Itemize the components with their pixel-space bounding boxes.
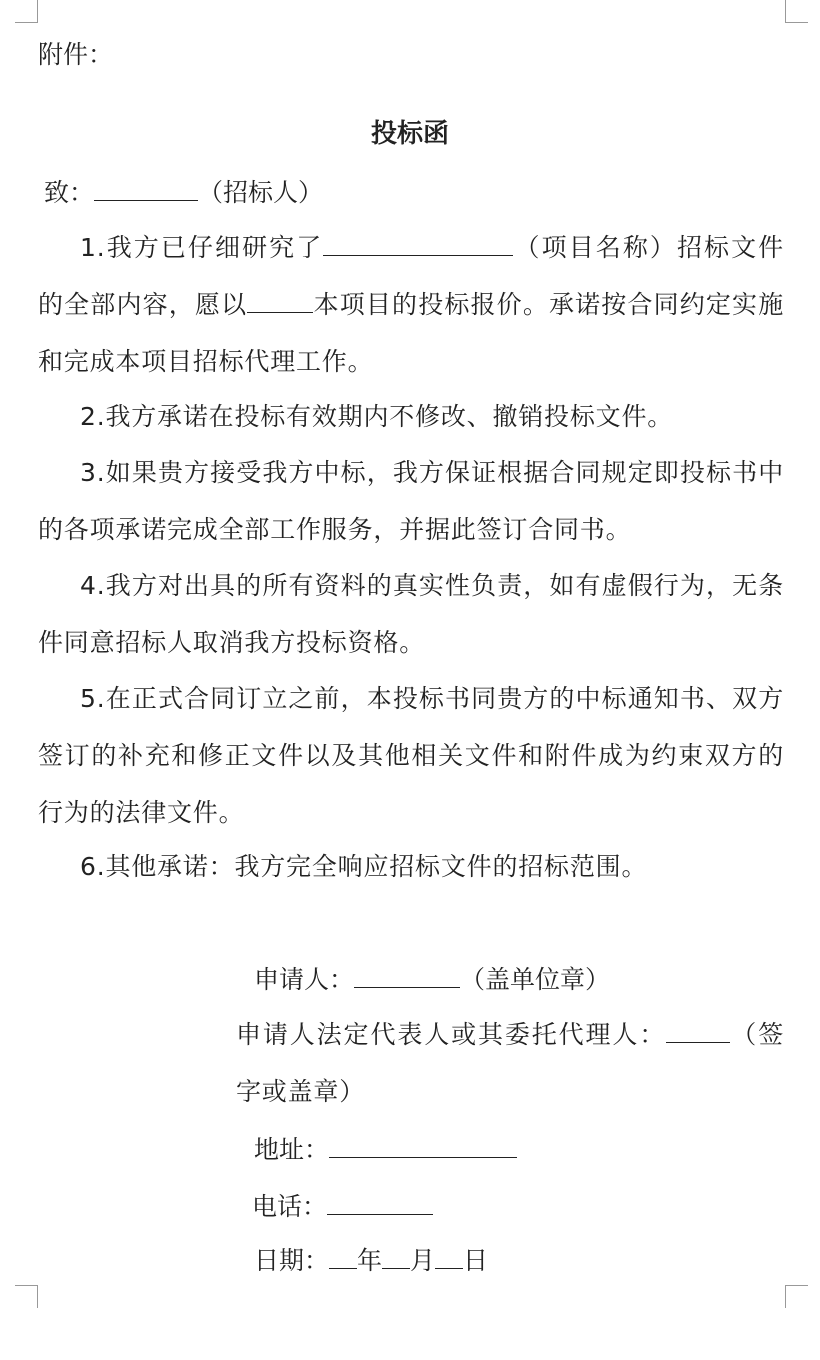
paragraph-4: 4.我方对出具的所有资料的真实性负责，如有虚假行为，无条件同意招标人取消我方投标资格。: [38, 571, 784, 657]
p1-part-b: （项目名称）招标文件的全部内容，愿以: [38, 233, 784, 319]
p1-part-c: 本项目的投标报价。承诺按合同约定实施和完成本项目招标代理工作。: [38, 290, 784, 376]
month-label: 月: [410, 1246, 436, 1275]
crop-mark-top-left: [15, 0, 38, 23]
paragraph-6: 6.其他承诺：我方完全响应招标文件的招标范围。: [80, 852, 648, 881]
crop-mark-top-right: [785, 0, 808, 23]
month-blank[interactable]: [382, 1244, 410, 1269]
day-blank[interactable]: [435, 1244, 463, 1269]
year-blank[interactable]: [329, 1244, 357, 1269]
address-line: [254, 1133, 517, 1165]
paragraph-2: 2.我方承诺在投标有效期内不修改、撤销投标文件。: [80, 402, 674, 431]
paragraph-5: 5.在正式合同订立之前，本投标书同贵方的中标通知书、双方签订的补充和修正文件以及其他相关文件和附件成为约束双方的行为的法律文件。: [38, 684, 784, 827]
applicant-suffix: （盖单位章）: [460, 965, 611, 994]
phone-blank[interactable]: [327, 1190, 433, 1215]
salutation-prefix: 致：: [44, 178, 95, 207]
phone-line: [252, 1190, 433, 1222]
p1-part-a: 1.我方已仔细研究了: [80, 233, 324, 262]
applicant-label: 申请人：: [254, 965, 355, 994]
bid-price-blank[interactable]: [247, 288, 313, 313]
crop-mark-bottom-right: [785, 1285, 808, 1308]
paragraph-1: [38, 219, 784, 390]
representative-label: 申请人法定代表人或其委托代理人：: [236, 1020, 667, 1049]
tenderee-blank[interactable]: [94, 176, 198, 201]
attachment-label: 附件：: [38, 40, 114, 69]
date-label: 日期：: [254, 1246, 330, 1275]
document-title: 投标函: [370, 119, 449, 149]
project-name-blank[interactable]: [323, 231, 513, 256]
paragraph-3: 3.如果贵方接受我方中标，我方保证根据合同规定即投标书中的各项承诺完成全部工作服务，并据此签订合同书。: [38, 458, 784, 544]
address-label: 地址：: [254, 1135, 330, 1164]
representative-blank[interactable]: [666, 1018, 730, 1043]
representative-suffix: （签字或盖章）: [236, 1020, 784, 1106]
address-blank[interactable]: [329, 1133, 517, 1158]
salutation: [44, 176, 323, 208]
applicant-blank[interactable]: [354, 963, 460, 988]
date-line: [254, 1244, 488, 1276]
applicant-line: [254, 963, 610, 995]
salutation-suffix: （招标人）: [198, 178, 324, 207]
phone-label: 电话：: [252, 1192, 328, 1221]
representative-line: [236, 1006, 784, 1120]
crop-mark-bottom-left: [15, 1285, 38, 1308]
day-label: 日: [463, 1246, 489, 1275]
year-label: 年: [357, 1246, 383, 1275]
